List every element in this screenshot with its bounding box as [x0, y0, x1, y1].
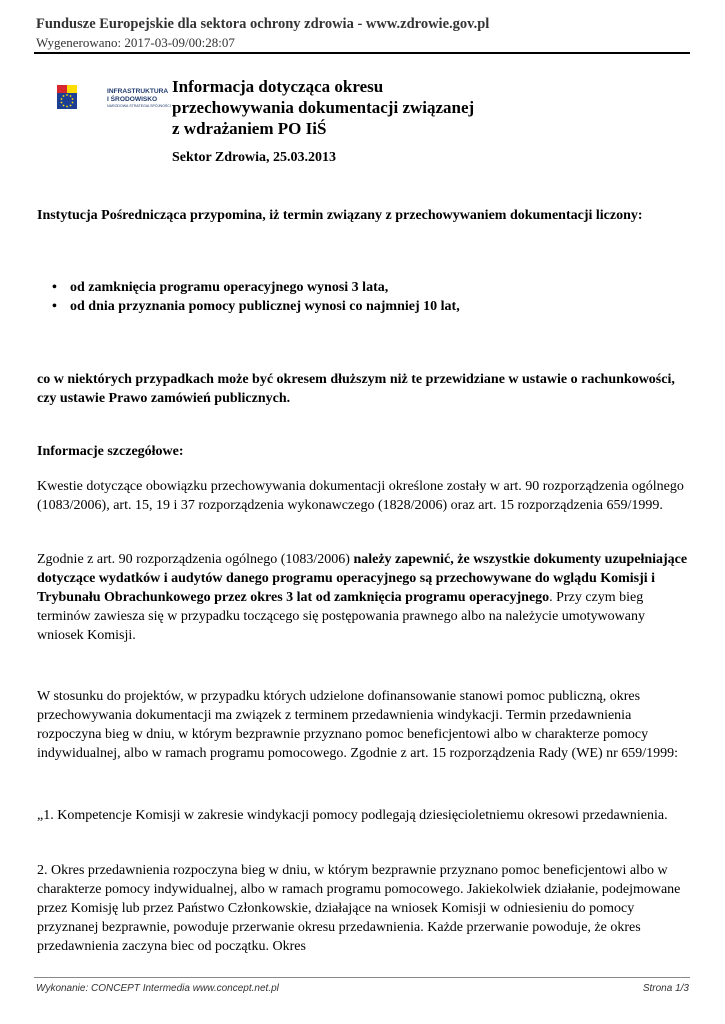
footer-credit: Wykonanie: CONCEPT Intermedia www.concept.net.pl: [36, 983, 279, 994]
site-title: Fundusze Europejskie dla sektora ochrony zdrowia - www.zdrowie.gov.pl: [36, 16, 490, 32]
list-item: • od dnia przyznania pomocy publicznej wynosi co najmniej 10 lat,: [52, 299, 460, 314]
paragraph-2-tail: . Przy czym bieg terminów zawiesza się w przypadku toczącego się postępowania prawnego albo na należycie umotywowany wniosek Komisji.: [37, 590, 645, 643]
generated-timestamp: Wygenerowano: 2017-03-09/00:28:07: [36, 35, 235, 50]
page-title: [172, 76, 474, 139]
page-number: Strona 1/3: [642, 983, 689, 994]
paragraph-1: Kwestie dotyczące obowiązku przechowywania dokumentacji określone zostały w art. 90 rozporządzenia ogólnego (1083/2006), art. 15, 19 i 37 rozporządzenia wykonawczego (1828/2006) oraz art. 15 rozporządzenia 659/1999.: [37, 479, 684, 513]
title-line-1: Informacja dotycząca okresu: [172, 77, 384, 96]
paragraph-2-emphasis: należy zapewnić, że wszystkie dokumenty uzupełniające dotyczące wydatków i audytów danego programu operacyjnego są przechowywane do wglądu Komisji i Trybunału Obrachunkowego przez okres 3 lat od zamknięcia programu operacyjnego: [37, 552, 688, 605]
title-line-3: z wdrażaniem PO IiŚ: [172, 119, 327, 138]
footer-divider: [34, 977, 690, 978]
eu-flag-icon: [37, 67, 107, 137]
paragraph-2: [37, 550, 692, 645]
quote-paragraph-2: 2. Okres przedawnienia rozpoczyna bieg w dniu, w którym bezprawnie przyznano pomoc beneficjentowi albo w charakterze pomocy indywidualnej, albo w ramach programu pomocowego. Jakiekolwiek działanie, podejmowane przez Komisję lub przez Państwo Członkowskie, działające na wniosek Komisji w odniesieniu do pomocy przyznanej bezprawnie, powoduje przerwanie okresu przedawnienia. Każde przerwanie powoduje, że okres przedawnienia zaczyna biec od początku. Okres: [37, 863, 681, 954]
list-item-text: od zamknięcia programu operacyjnego wynosi 3 lata,: [70, 280, 389, 295]
after-list-paragraph: co w niektórych przypadkach może być okresem dłuższym niż te przewidziane w ustawie o rachunkowości, czy ustawie Prawo zamówień publicznych.: [37, 372, 675, 406]
title-line-2: przechowywania dokumentacji związanej: [172, 98, 475, 117]
quote-paragraph-1: „1. Kompetencje Komisji w zakresie windykacji pomocy podlegają dziesięcioletniemu okresowi przedawnienia.: [37, 808, 668, 823]
logo-line-2: I ŚRODOWISKO: [107, 95, 158, 103]
intro-paragraph: Instytucja Pośrednicząca przypomina, iż termin związany z przechowywaniem dokumentacji liczony:: [37, 208, 643, 223]
logo-line-3: NARODOWA STRATEGIA SPÓJNOŚCI: [107, 104, 171, 109]
logo-wordmark: [107, 89, 171, 109]
retention-list: [52, 278, 460, 316]
list-item: • od zamknięcia programu operacyjnego wynosi 3 lata,: [52, 280, 389, 295]
details-heading: Informacje szczegółowe:: [37, 444, 184, 459]
header-divider: [34, 52, 690, 54]
paragraph-2-lead: Zgodnie z art. 90 rozporządzenia ogólnego (1083/2006): [37, 552, 354, 567]
sector-date: Sektor Zdrowia, 25.03.2013: [172, 150, 336, 165]
infrastruktura-srodowisko-logo: [37, 67, 171, 137]
paragraph-3: W stosunku do projektów, w przypadku których udzielone dofinansowanie stanowi pomoc publiczną, okres przechowywania dokumentacji ma związek z terminem przedawnienia windykacji. Termin przedawnienia rozpoczyna bieg w dniu, w którym bezprawnie przyznano pomoc beneficjentowi albo w charakterze pomocy indywidualnej, albo w ramach programu pomocowego. Zgodnie z art. 15 rozporządzenia Rady (WE) nr 659/1999:: [37, 689, 679, 761]
logo-line-1: INFRASTRUKTURA: [107, 88, 169, 95]
list-item-text: od dnia przyznania pomocy publicznej wynosi co najmniej 10 lat,: [70, 299, 460, 314]
